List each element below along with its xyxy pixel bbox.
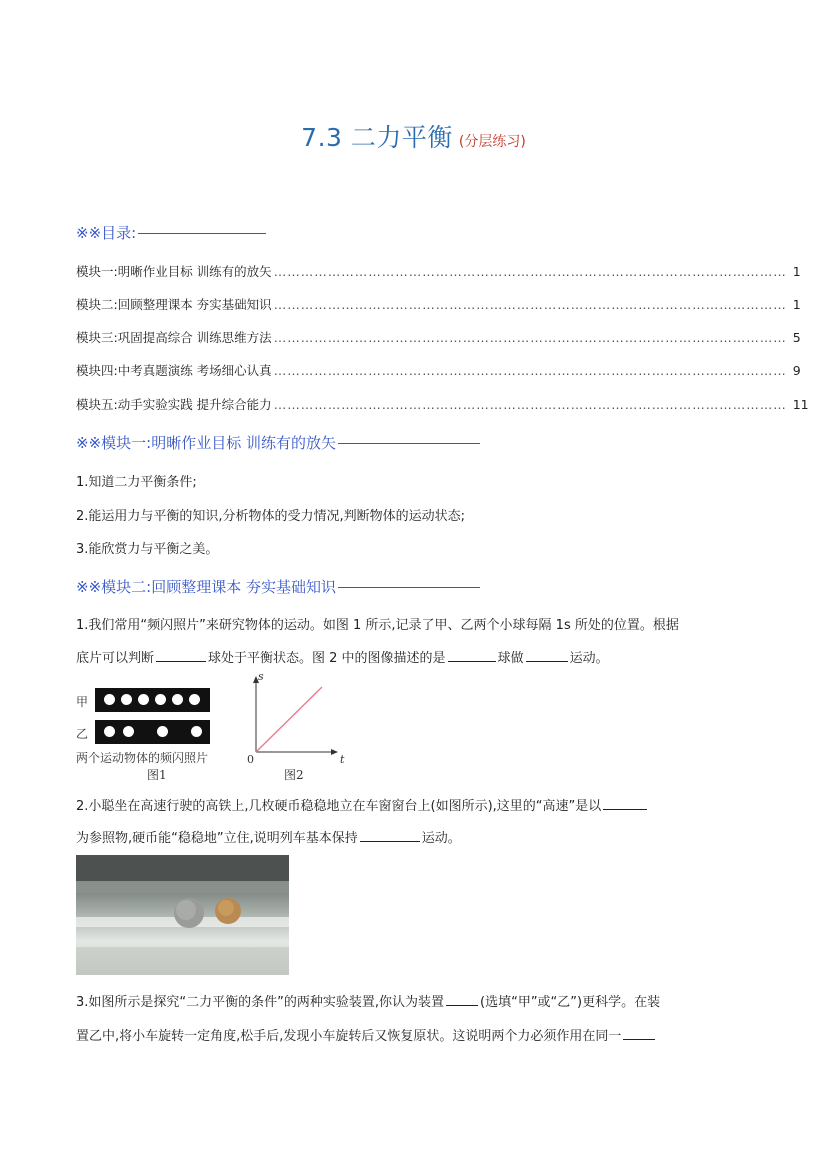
answer-blank-3[interactable]	[526, 649, 568, 662]
toc-item-page: 1	[792, 263, 801, 279]
ball-dot	[189, 694, 200, 705]
module2-heading-text: ※※模块二:回顾整理课本 夯实基础知识	[76, 578, 336, 596]
q2-line1	[76, 795, 649, 814]
q1-line2	[76, 647, 609, 666]
fig1-row-b-label: 乙	[76, 727, 89, 741]
q3-line2	[76, 1025, 657, 1044]
ball-dot	[104, 694, 115, 705]
q1-line1: 1.我们常用“频闪照片”来研究物体的运动。如图 1 所示,记录了甲、乙两个小球每隔 1s 所处的位置。根据	[76, 618, 679, 633]
toc-item-label: 模块一:明晰作业目标 训练有的放矢	[76, 264, 272, 279]
toc-item-4[interactable]	[76, 361, 801, 379]
fig2-x-label: t	[340, 753, 345, 766]
toc-item-5[interactable]	[76, 395, 809, 413]
toc-leader: ……………………………………………………………………………………………………	[273, 296, 787, 312]
toc-item-page: 1	[792, 296, 801, 312]
ball-dot	[191, 726, 202, 737]
s-t-line	[256, 687, 322, 752]
page-title	[0, 118, 827, 154]
answer-blank-2[interactable]	[448, 649, 496, 662]
fig1-strip-a	[95, 688, 210, 712]
toc-leader: ……………………………………………………………………………………………………	[273, 263, 787, 279]
fig1-caption: 两个运动物体的频闪照片	[76, 751, 209, 765]
q3-text-b: (选填“甲”或“乙”)更科学。在装	[480, 995, 661, 1010]
module1-heading-rule	[338, 443, 480, 444]
coins-photo	[76, 855, 289, 975]
toc-leader: ……………………………………………………………………………………………………	[273, 329, 787, 345]
toc-item-3[interactable]	[76, 328, 801, 346]
ball-dot	[104, 726, 115, 737]
q1-text-d: 运动。	[569, 651, 609, 666]
toc-item-label: 模块三:巩固提高综合 训练思维方法	[76, 330, 272, 345]
fig1-row-a-label: 甲	[76, 695, 89, 709]
toc-item-page: 9	[792, 362, 801, 378]
q2-text-c: 运动。	[421, 831, 461, 846]
ball-dot	[123, 726, 134, 737]
answer-blank-5[interactable]	[360, 829, 420, 842]
fig2-y-label: s	[258, 670, 264, 683]
fig2-graph	[246, 672, 345, 768]
fig2-origin: 0	[247, 753, 254, 766]
ball-dot	[121, 694, 132, 705]
q2-text-a: 2.小聪坐在高速行驶的高铁上,几枚硬币稳稳地立在车窗窗台上(如图所示),这里的“高速”是以	[76, 799, 602, 814]
ball-dot	[138, 694, 149, 705]
q2-line2	[76, 827, 461, 846]
q3-text-c: 置乙中,将小车旋转一定角度,松手后,发现小车旋转后又恢复原状。这说明两个力必须作用在同一	[76, 1029, 622, 1044]
toc-leader: ……………………………………………………………………………………………………	[273, 396, 787, 412]
toc-item-label: 模块四:中考真题演练 考场细心认真	[76, 363, 272, 378]
q3-text-a: 3.如图所示是探究“二力平衡的条件”的两种实验装置,你认为装置	[76, 995, 445, 1010]
q1-text-b: 球处于平衡状态。图 2 中的图像描述的是	[208, 651, 446, 666]
x-axis-arrow	[331, 749, 338, 755]
toc-heading-text: ※※目录:	[76, 224, 137, 242]
goal-3: 3.能欣赏力与平衡之美。	[76, 542, 219, 557]
module1-heading-text: ※※模块一:明晰作业目标 训练有的放矢	[76, 434, 336, 452]
ball-dot	[157, 726, 168, 737]
toc-leader: ……………………………………………………………………………………………………	[273, 362, 787, 378]
goal-2: 2.能运用力与平衡的知识,分析物体的受力情况,判断物体的运动状态;	[76, 509, 466, 524]
toc-item-page: 5	[792, 329, 801, 345]
toc-item-2[interactable]	[76, 295, 801, 313]
q2-text-b: 为参照物,硬币能“稳稳地”立住,说明列车基本保持	[76, 831, 358, 846]
module2-heading-rule	[338, 587, 480, 588]
title-sub: (分层练习)	[458, 134, 526, 150]
fig1-label: 图1	[147, 768, 167, 782]
ball-dot	[172, 694, 183, 705]
q1-text-a: 底片可以判断	[76, 651, 155, 666]
q3-line1	[76, 991, 660, 1010]
module1-heading	[76, 432, 480, 453]
toc-item-label: 模块五:动手实验实践 提升综合能力	[76, 397, 272, 412]
coins-photo-art	[76, 855, 289, 975]
toc-item-1[interactable]	[76, 262, 801, 280]
ball-dot	[155, 694, 166, 705]
answer-blank-1[interactable]	[156, 649, 206, 662]
goal-1: 1.知道二力平衡条件;	[76, 475, 197, 490]
toc-item-page: 11	[792, 396, 809, 412]
toc-heading	[76, 222, 266, 243]
title-main: 7.3 二力平衡	[301, 123, 453, 152]
module2-heading	[76, 576, 480, 597]
answer-blank-4[interactable]	[603, 797, 647, 810]
answer-blank-7[interactable]	[623, 1027, 655, 1040]
fig1-strip-b	[95, 720, 210, 744]
q1-text-c: 球做	[497, 651, 524, 666]
answer-blank-6[interactable]	[446, 993, 478, 1006]
toc-item-label: 模块二:回顾整理课本 夯实基础知识	[76, 297, 272, 312]
fig2-label: 图2	[284, 768, 304, 782]
toc-heading-rule	[138, 233, 266, 234]
